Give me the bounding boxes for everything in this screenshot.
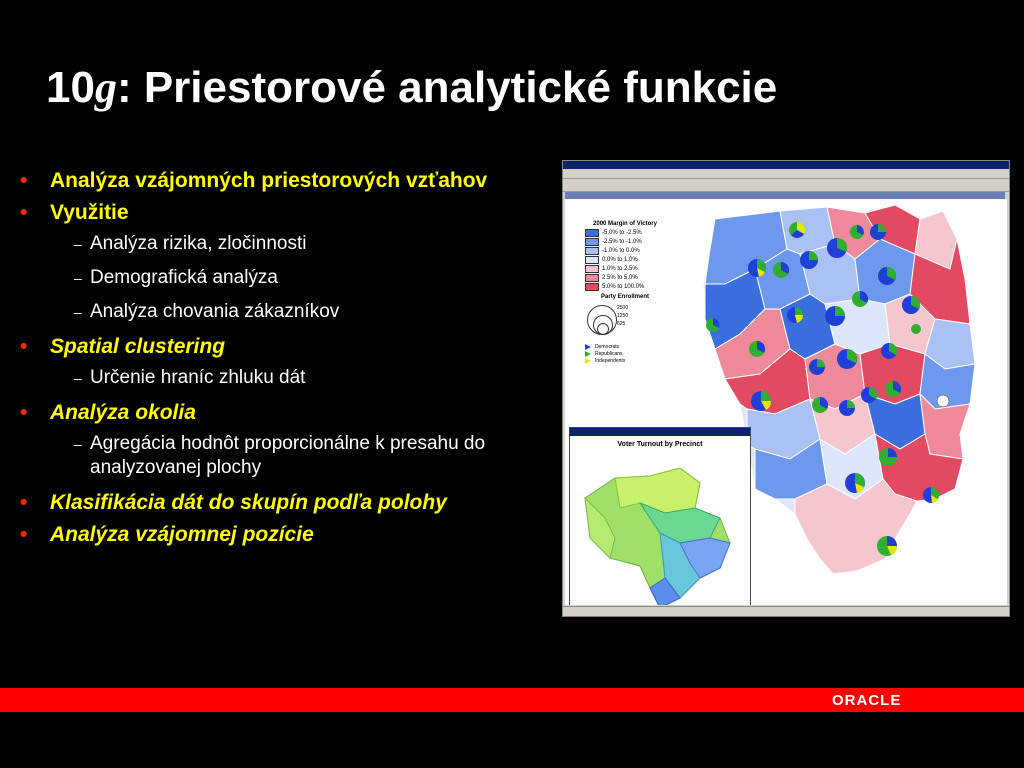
bullet-list <box>20 168 540 554</box>
sub-bullet-dash: – <box>74 370 82 386</box>
size-circle-small <box>597 323 609 335</box>
legend-label: 5.0% to 100.0% <box>602 284 645 290</box>
turnout-3d-map <box>570 448 748 605</box>
legend-row <box>585 229 665 237</box>
inset-title: Voter Turnout by Precinct <box>617 441 703 448</box>
app-menubar <box>563 169 1009 179</box>
party-label: Independents <box>595 357 626 364</box>
bullet-dot: • <box>20 169 28 192</box>
legend-swatch <box>585 265 599 273</box>
sub-bullet-text: Analýza chovania zákazníkov <box>90 301 340 322</box>
size-label: 1250 <box>617 313 629 319</box>
legend-label: 1.0% to 2.5% <box>602 266 638 272</box>
sub-bullet-text: Určenie hraníc zhluku dát <box>90 367 306 388</box>
sub-bullet-item <box>20 432 540 480</box>
legend-row <box>585 238 665 246</box>
sub-bullet-item <box>20 300 540 324</box>
triangle-icon <box>585 358 591 364</box>
triangle-icon <box>585 351 591 357</box>
legend-swatch <box>585 283 599 291</box>
status-bar <box>563 606 1009 616</box>
slide-title <box>46 62 777 113</box>
bullet-item <box>20 168 540 194</box>
voter-turnout-window <box>569 427 751 605</box>
sub-bullet-item <box>20 266 540 290</box>
legend-swatch <box>585 274 599 282</box>
map-canvas <box>565 199 1007 605</box>
legend-row <box>585 256 665 264</box>
title-rest: : Priestorové analytické funkcie <box>116 63 778 112</box>
app-toolbar <box>563 179 1009 192</box>
sub-bullet-item <box>20 232 540 256</box>
bullet-text: Analýza okolia <box>50 401 196 424</box>
map-legend <box>585 221 665 364</box>
sub-bullet-dash: – <box>74 436 82 452</box>
bullet-item <box>20 490 540 516</box>
legend-row <box>585 265 665 273</box>
gis-screenshot <box>562 160 1010 617</box>
party-label: Democrats <box>595 343 620 350</box>
party-row <box>585 350 665 357</box>
legend-label: -5.0% to -2.5% <box>602 230 642 236</box>
size-label: 2500 <box>617 305 629 311</box>
map-window-titlebar <box>565 192 1005 199</box>
sub-bullet-text: Demografická analýza <box>90 267 278 288</box>
legend-swatch <box>585 238 599 246</box>
bullet-text: Analýza vzájomnej pozície <box>50 523 314 546</box>
sub-bullet-dash: – <box>74 236 82 252</box>
party-title: Party Enrollment <box>600 294 649 300</box>
bullet-dot: • <box>20 491 28 514</box>
bullet-text: Analýza vzájomných priestorových vzťahov <box>50 169 488 192</box>
legend-row <box>585 247 665 255</box>
party-row <box>585 357 665 364</box>
bullet-text: Spatial clustering <box>50 335 226 358</box>
legend-row <box>585 283 665 291</box>
sub-bullet-text: Analýza rizika, zločinnosti <box>90 233 307 254</box>
bullet-item <box>20 334 540 390</box>
sub-bullet-item <box>20 366 540 390</box>
size-legend <box>585 303 665 343</box>
bullet-item <box>20 400 540 480</box>
legend-swatch <box>585 256 599 264</box>
sub-bullet-dash: – <box>74 270 82 286</box>
bullet-text: Využitie <box>50 201 129 224</box>
title-g: g <box>94 63 117 112</box>
title-prefix: 10 <box>46 63 95 112</box>
legend-swatch <box>585 247 599 255</box>
oracle-logo: ORACLE <box>832 692 902 709</box>
bullet-dot: • <box>20 335 28 358</box>
legend-swatch <box>585 229 599 237</box>
party-row <box>585 343 665 350</box>
legend-title: 2000 Margin of Victory <box>593 221 657 227</box>
app-titlebar <box>563 161 1009 169</box>
bullet-item <box>20 200 540 324</box>
legend-label: 2.5% to 5.0% <box>602 275 638 281</box>
party-label: Republicans <box>595 350 623 357</box>
legend-label: -2.5% to -1.0% <box>602 239 642 245</box>
bullet-dot: • <box>20 401 28 424</box>
bullet-text: Klasifikácia dát do skupín podľa polohy <box>50 491 447 514</box>
triangle-icon <box>585 344 591 350</box>
bullet-dot: • <box>20 201 28 224</box>
bullet-item <box>20 522 540 548</box>
inset-titlebar <box>570 428 750 436</box>
size-label: 625 <box>617 321 626 327</box>
sub-bullet-text: Agregácia hodnôt proporcionálne k presahu do analyzovanej plochy <box>90 433 486 478</box>
bullet-dot: • <box>20 523 28 546</box>
legend-label: 0.0% to 1.0% <box>602 257 638 263</box>
legend-label: -1.0% to 0.0% <box>602 248 640 254</box>
legend-row <box>585 274 665 282</box>
sub-bullet-dash: – <box>74 304 82 320</box>
